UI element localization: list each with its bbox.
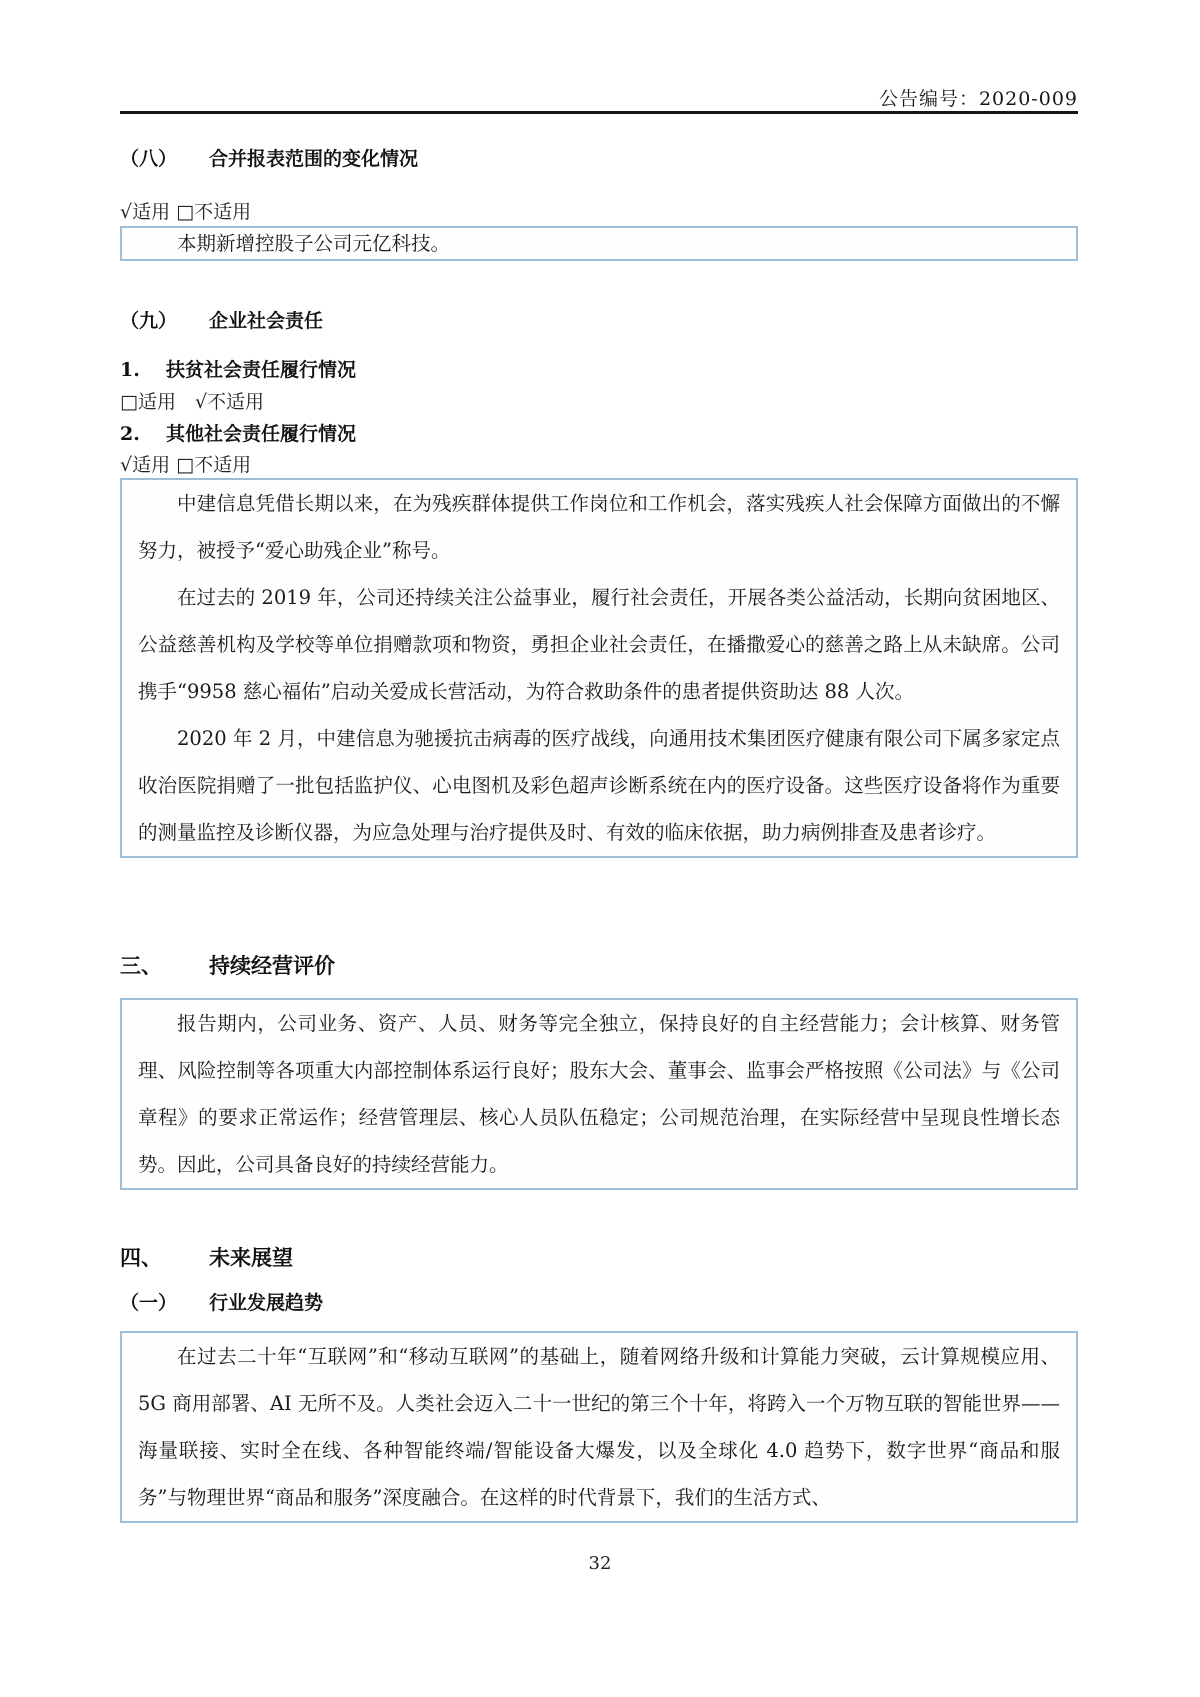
- industry-trend-heading: [120, 1288, 1078, 1315]
- section-9-number: （九）: [120, 310, 178, 332]
- csr-item-1-applicability: □适用 √不适用: [120, 391, 265, 413]
- csr-paragraph: 中建信息凭借长期以来，在为残疾群体提供工作岗位和工作机会，落实残疾人社会保障方面做出的不懈努力，被授予“爱心助残企业”称号。: [138, 492, 1060, 562]
- csr-paragraph: 在过去的 2019 年，公司还持续关注公益事业，履行社会责任，开展各类公益活动，长期向贫困地区、公益慈善机构及学校等单位捐赠款项和物资，勇担企业社会责任，在播撒爱心的慈善之路上从未缺席。公司携手“9958 慈心福佑”启动关爱成长营活动，为符合救助条件的患者提供资助达 88 人次。: [138, 586, 1060, 703]
- header-divider: [120, 111, 1078, 114]
- section-3-title: 持续经营评价: [209, 953, 335, 978]
- csr-item-1-heading: [120, 355, 1078, 382]
- section-4-heading: [120, 1242, 1078, 1272]
- announcement-number: 公告编号：2020-009: [878, 88, 1078, 110]
- going-concern-paragraph: 报告期内，公司业务、资产、人员、财务等完全独立，保持良好的自主经营能力；会计核算、财务管理、风险控制等各项重大内部控制体系运行良好；股东大会、董事会、监事会严格按照《公司法》与《公司章程》的要求正常运作；经营管理层、核心人员队伍稳定；公司规范治理，在实际经营中呈现良性增长态势。因此，公司具备良好的持续经营能力。: [138, 1012, 1060, 1176]
- csr-item-1-title: 扶贫社会责任履行情况: [166, 359, 357, 381]
- industry-trend-title: 行业发展趋势: [209, 1292, 324, 1314]
- csr-item-2-heading: [120, 419, 1078, 446]
- section-4-number: 四、: [120, 1245, 162, 1270]
- section-9-title: 企业社会责任: [209, 310, 324, 332]
- section-3-number: 三、: [120, 953, 162, 978]
- csr-item-2-applicability: √适用 □不适用: [120, 454, 252, 476]
- industry-trend-number: （一）: [120, 1292, 178, 1314]
- section-8-number: （八）: [120, 148, 178, 170]
- section-3-heading: [120, 950, 1078, 980]
- section-8-applicability: √适用 □不适用: [120, 201, 252, 223]
- section-8-heading: [120, 144, 1078, 171]
- csr-content-box: [120, 478, 1078, 858]
- section-8-title: 合并报表范围的变化情况: [209, 148, 419, 170]
- industry-trend-paragraph: 在过去二十年“互联网”和“移动互联网”的基础上，随着网络升级和计算能力突破，云计算规模应用、5G 商用部署、AI 无所不及。人类社会迈入二十一世纪的第三个十年，将跨入一个万物互联的智能世界——海量联接、实时全在线、各种智能终端/智能设备大爆发，以及全球化 4.0 趋势下，数字世界“商品和服务”与物理世界“商品和服务”深度融合。在这样的时代背景下，我们的生活方式、: [138, 1345, 1060, 1509]
- going-concern-content-box: [120, 998, 1078, 1190]
- section-9-heading: [120, 306, 1078, 333]
- csr-paragraph: 2020 年 2 月，中建信息为驰援抗击病毒的医疗战线，向通用技术集团医疗健康有限公司下属多家定点收治医院捐赠了一批包括监护仪、心电图机及彩色超声诊断系统在内的医疗设备。这些医疗设备将作为重要的测量监控及诊断仪器，为应急处理与治疗提供及时、有效的临床依据，助力病例排查及患者诊疗。: [138, 727, 1060, 844]
- section-4-title: 未来展望: [209, 1245, 293, 1270]
- section-8-box-text: 本期新增控股子公司元亿科技。: [177, 232, 451, 255]
- csr-item-2-number: 2.: [120, 423, 140, 445]
- page-number: 32: [588, 1553, 612, 1574]
- csr-item-1-number: 1.: [120, 359, 140, 381]
- section-8-content-box: [120, 226, 1078, 261]
- industry-trend-content-box: [120, 1331, 1078, 1523]
- csr-item-2-title: 其他社会责任履行情况: [166, 423, 357, 445]
